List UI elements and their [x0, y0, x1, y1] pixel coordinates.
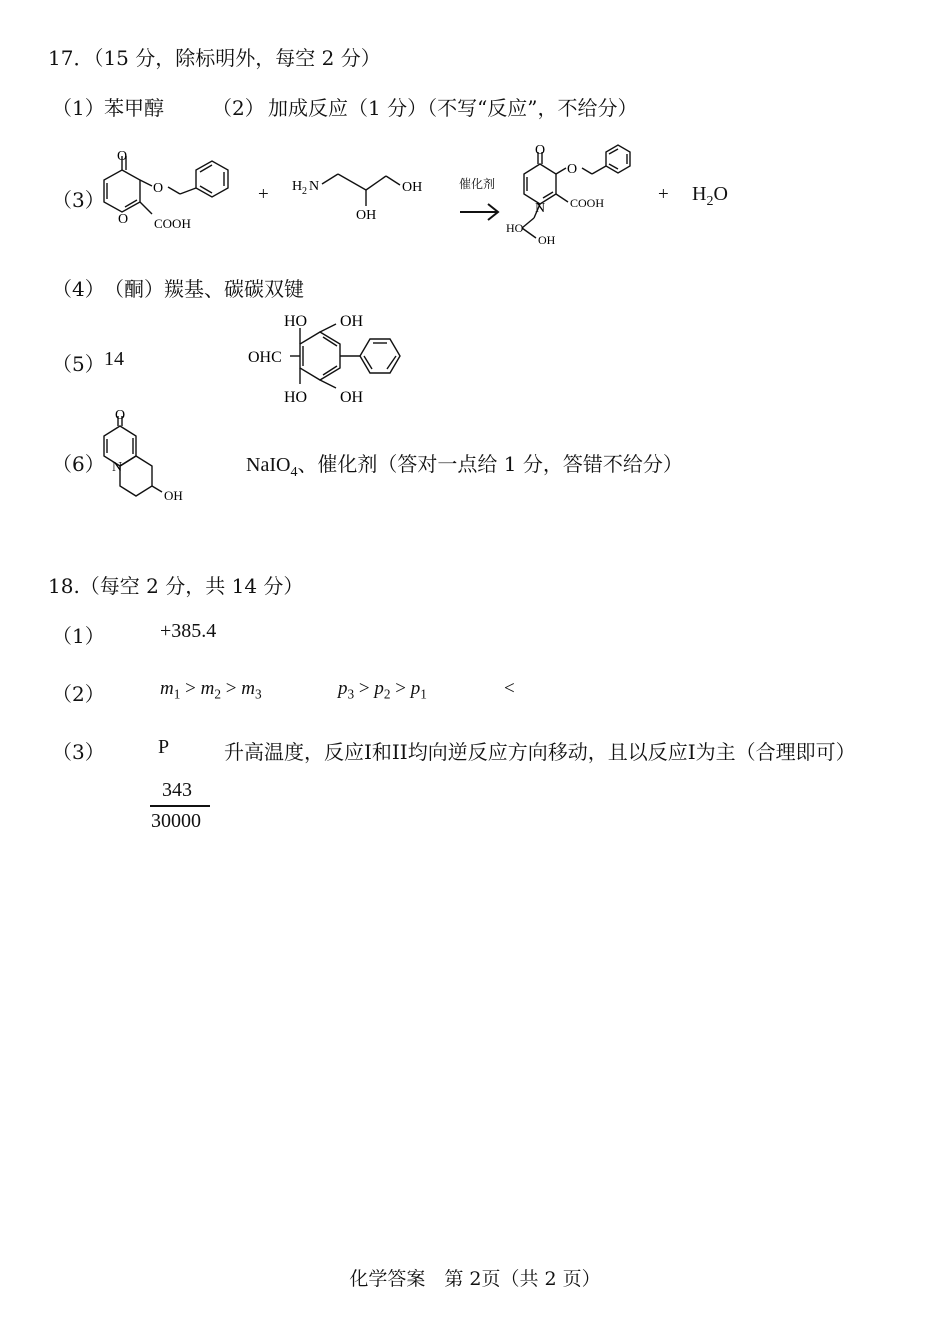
- fraction-bar: [150, 805, 210, 807]
- plus-1: +: [258, 184, 269, 205]
- q17-p3-label: （3）: [52, 188, 105, 212]
- q18-p3-label: （3）: [52, 740, 105, 764]
- p-ho: HO: [506, 221, 524, 235]
- r2-oh-right: OH: [402, 180, 423, 195]
- product-structure: [500, 140, 650, 252]
- q17-p5-answer: 14: [104, 348, 124, 370]
- water: $H_2O$: [692, 183, 728, 209]
- p6-ring-b: [120, 456, 152, 496]
- r2-n: N: [309, 179, 320, 194]
- q18-p3-answer2: 升高温度，反应I和II均向逆反应方向移动，且以反应I为主（合理即可）: [224, 740, 856, 764]
- reactant1-structure: [96, 148, 256, 243]
- p5-oh-br: OH: [340, 389, 364, 406]
- r2-oh-bottom: OH: [356, 208, 377, 223]
- r2-h: H: [292, 179, 303, 194]
- pyridinone-ring: [524, 164, 556, 204]
- frac-denominator: 30000: [151, 810, 201, 832]
- plus-2: +: [658, 184, 669, 205]
- q18-p1-label: （1）: [52, 624, 105, 648]
- q17-p1-label: （1）: [52, 96, 105, 120]
- p-oh: OH: [538, 233, 556, 247]
- frac-numerator: 343: [162, 779, 192, 801]
- q17-p6-label: （6）: [52, 452, 105, 476]
- q17-p4-label: （4）: [52, 277, 105, 301]
- q17-p4-answer: （酮）羰基、碳碳双键: [104, 277, 304, 301]
- reactant2-structure: [288, 160, 438, 225]
- p6-structure: [96, 404, 200, 514]
- p5-ho-bl: HO: [284, 389, 308, 406]
- p6-oh: OH: [164, 488, 183, 503]
- q18-p2-p-order: $p_3 > p_2 > p_1$: [338, 678, 427, 702]
- p-n: N: [535, 201, 546, 216]
- p6-n: N: [112, 460, 123, 475]
- q17-p1-answer: 苯甲醇: [104, 96, 164, 120]
- p5-central-ring: [300, 332, 340, 380]
- q18-p2-m-order: $m_1 > m_2 > m_3$: [160, 678, 262, 702]
- p-o-top: O: [535, 143, 546, 158]
- r2-h-sub: 2: [302, 186, 307, 197]
- p5-ohc: OHC: [248, 349, 282, 366]
- q17-p2-answer: 加成反应（1 分）（不写“反应”，不给分）: [268, 96, 638, 120]
- q18-p1-answer: +385.4: [160, 620, 217, 642]
- page-footer: 化学答案 第 2页（共 2 页）: [349, 1268, 601, 1290]
- q17-p6-reagents: NaIO$_4$、催化剂（答对一点给 1 分，答错不给分）: [246, 452, 683, 480]
- r1-o-top: O: [117, 149, 128, 164]
- q17-p5-label: （5）: [52, 352, 105, 376]
- reaction-arrow: [458, 200, 502, 224]
- q17-heading: 17．（15 分，除标明外，每空 2 分）: [48, 46, 381, 70]
- p6-o: O: [115, 408, 126, 423]
- r1-o-ring: O: [118, 212, 129, 227]
- p5-oh-tr: OH: [340, 313, 364, 330]
- q17-p2-label: （2）: [212, 96, 265, 120]
- q18-p2-answer3: <: [504, 678, 515, 699]
- q18-heading: 18.（每空 2 分，共 14 分）: [48, 574, 304, 598]
- p-o-ether: O: [567, 162, 578, 177]
- benzene-ring: [196, 161, 228, 197]
- p5-phenyl-ring: [360, 339, 400, 373]
- p5-structure: [244, 306, 424, 412]
- p-cooh: COOH: [570, 196, 605, 210]
- q18-p3-answer1: P: [158, 736, 170, 758]
- q18-p2-label: （2）: [52, 682, 105, 706]
- r1-cooh: COOH: [154, 216, 191, 231]
- r1-o-ether: O: [153, 181, 164, 196]
- p5-ho-tl: HO: [284, 313, 308, 330]
- pyranone-ring: [104, 170, 140, 212]
- catalyst-label: 催化剂: [459, 177, 496, 191]
